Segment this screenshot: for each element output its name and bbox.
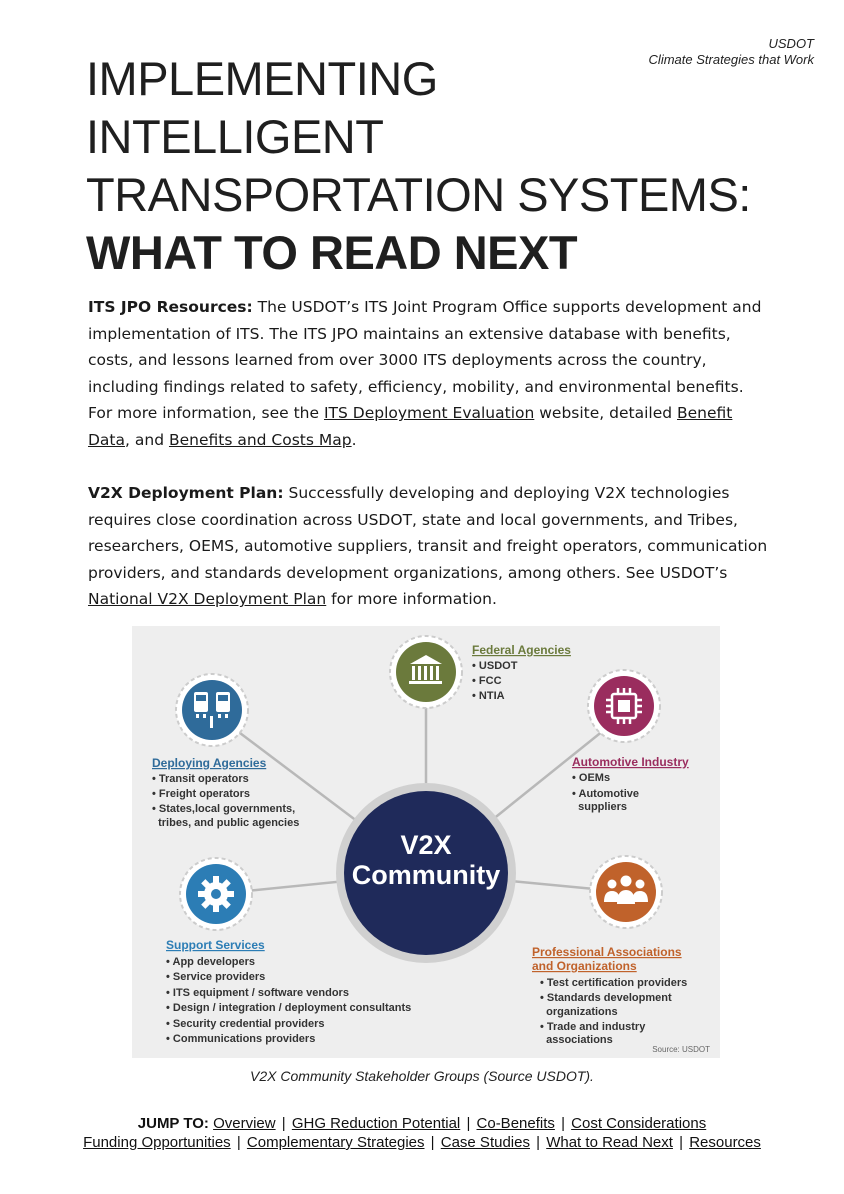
its-jpo-lead: ITS JPO Resources: bbox=[88, 298, 253, 316]
benefit-data-link[interactable]: Benefit Data bbox=[88, 404, 733, 449]
deploying-item: • Freight operators bbox=[152, 788, 250, 800]
support-services-node bbox=[180, 858, 252, 930]
center-label-v2x: V2X bbox=[400, 830, 452, 860]
automotive-item: • Automotive bbox=[572, 788, 639, 800]
its-deployment-evaluation-link[interactable]: ITS Deployment Evaluation bbox=[323, 404, 535, 423]
v2x-deployment-plan-paragraph bbox=[88, 480, 768, 613]
gear-icon bbox=[198, 876, 234, 912]
header-org: USDOT bbox=[768, 36, 814, 51]
center-label-community: Community bbox=[351, 860, 501, 890]
nav-separator: | bbox=[561, 1115, 565, 1132]
deploying-agencies-node bbox=[176, 674, 248, 746]
v2x-plan-text: Successfully developing and deploying V2X technologies requires close coordination across USDOT, state and local governments, and Tribes, researchers, OEMS, automotive suppliers, transit and freight operators, communication providers, and standards development organizations, among others. See USDOT’s bbox=[88, 484, 768, 582]
its-jpo-text: website, detailed bbox=[534, 404, 678, 423]
title-line-3: TRANSPORTATION SYSTEMS: bbox=[86, 168, 751, 221]
professional-associations-title: Professional Associations bbox=[532, 945, 682, 959]
nav-link-overview[interactable]: Overview bbox=[213, 1115, 276, 1132]
professional-associations-title-2: and Organizations bbox=[532, 959, 637, 973]
nav-link-cost-considerations[interactable]: Cost Considerations bbox=[571, 1115, 707, 1132]
professional-item: organizations bbox=[540, 1006, 618, 1018]
nav-link-funding-opportunities[interactable]: Funding Opportunities bbox=[83, 1134, 231, 1151]
its-jpo-resources-paragraph bbox=[88, 294, 768, 454]
header-publication: Climate Strategies that Work bbox=[648, 52, 814, 67]
nav-separator: | bbox=[430, 1134, 435, 1151]
page-title bbox=[86, 50, 786, 282]
automotive-item: • OEMs bbox=[572, 772, 611, 784]
support-item: • ITS equipment / software vendors bbox=[166, 987, 349, 999]
professional-associations-node bbox=[590, 856, 662, 928]
title-line-1: IMPLEMENTING bbox=[86, 52, 438, 105]
support-item: • Communications providers bbox=[166, 1033, 316, 1045]
support-item: • Service providers bbox=[166, 971, 266, 983]
nav-separator: | bbox=[536, 1134, 541, 1151]
federal-agencies-title: Federal Agencies bbox=[472, 643, 571, 657]
jump-to-line-2 bbox=[0, 1133, 844, 1152]
figure-caption: V2X Community Stakeholder Groups (Source USDOT). bbox=[250, 1068, 594, 1084]
v2x-community-center bbox=[336, 783, 516, 963]
jump-to-nav bbox=[0, 1114, 844, 1152]
automotive-item: suppliers bbox=[572, 801, 628, 813]
nav-link-case-studies[interactable]: Case Studies bbox=[440, 1134, 530, 1151]
support-item: • Security credential providers bbox=[166, 1018, 325, 1030]
professional-item: • Trade and industry bbox=[540, 1021, 646, 1033]
deploying-item: • States,local governments, bbox=[152, 803, 296, 815]
nav-link-complementary-strategies[interactable]: Complementary Strategies bbox=[246, 1134, 425, 1151]
federal-item: • NTIA bbox=[472, 690, 505, 702]
title-line-2: INTELLIGENT bbox=[86, 110, 384, 163]
support-item: • Design / integration / deployment consultants bbox=[166, 1002, 412, 1014]
its-jpo-text: , and bbox=[125, 430, 169, 449]
nav-separator: | bbox=[236, 1134, 241, 1151]
jump-to-label: JUMP TO: bbox=[137, 1115, 209, 1132]
nav-link-resources[interactable]: Resources bbox=[689, 1134, 761, 1151]
professional-item: associations bbox=[540, 1034, 613, 1046]
deploying-agencies-title: Deploying Agencies bbox=[152, 756, 267, 770]
federal-item: • USDOT bbox=[472, 660, 518, 672]
v2x-plan-text: for more information. bbox=[326, 590, 497, 609]
nav-separator: | bbox=[281, 1115, 286, 1132]
nav-link-co-benefits[interactable]: Co-Benefits bbox=[476, 1115, 555, 1132]
nav-link-what-to-read-next[interactable]: What to Read Next bbox=[546, 1134, 673, 1151]
v2x-plan-lead: V2X Deployment Plan: bbox=[88, 484, 284, 502]
automotive-industry-title: Automotive Industry bbox=[572, 755, 689, 769]
support-services-title: Support Services bbox=[166, 938, 265, 952]
title-line-4: WHAT TO READ NEXT bbox=[86, 226, 578, 279]
national-v2x-plan-link[interactable]: National V2X Deployment Plan bbox=[88, 590, 327, 609]
support-item: • App developers bbox=[166, 956, 256, 968]
automotive-industry-node bbox=[588, 670, 660, 742]
professional-item: • Test certification providers bbox=[540, 977, 688, 989]
nav-separator: | bbox=[679, 1134, 684, 1151]
benefits-costs-map-link[interactable]: Benefits and Costs Map bbox=[168, 430, 352, 449]
federal-agencies-node bbox=[390, 636, 462, 708]
v2x-community-figure bbox=[132, 626, 720, 1058]
figure-source-note: Source: USDOT bbox=[652, 1045, 710, 1054]
deploying-item: tribes, and public agencies bbox=[152, 817, 300, 829]
federal-item: • FCC bbox=[472, 675, 502, 687]
its-jpo-text: . bbox=[351, 430, 357, 449]
nav-separator: | bbox=[466, 1115, 471, 1132]
professional-item: • Standards development bbox=[540, 992, 672, 1004]
jump-to-line-1 bbox=[0, 1114, 844, 1133]
its-jpo-text: The USDOT’s ITS Joint Program Office supports development and implementation of ITS. The ITS JPO maintains an extensive database with benefits, costs, and lessons learned from over 3000 ITS deployments across the country, including findings related to safety, efficiency, mobility, and environmental benefits. For more information, see the bbox=[88, 298, 762, 423]
nav-link-ghg-reduction-potential[interactable]: GHG Reduction Potential bbox=[291, 1115, 461, 1132]
deploying-item: • Transit operators bbox=[152, 773, 249, 785]
